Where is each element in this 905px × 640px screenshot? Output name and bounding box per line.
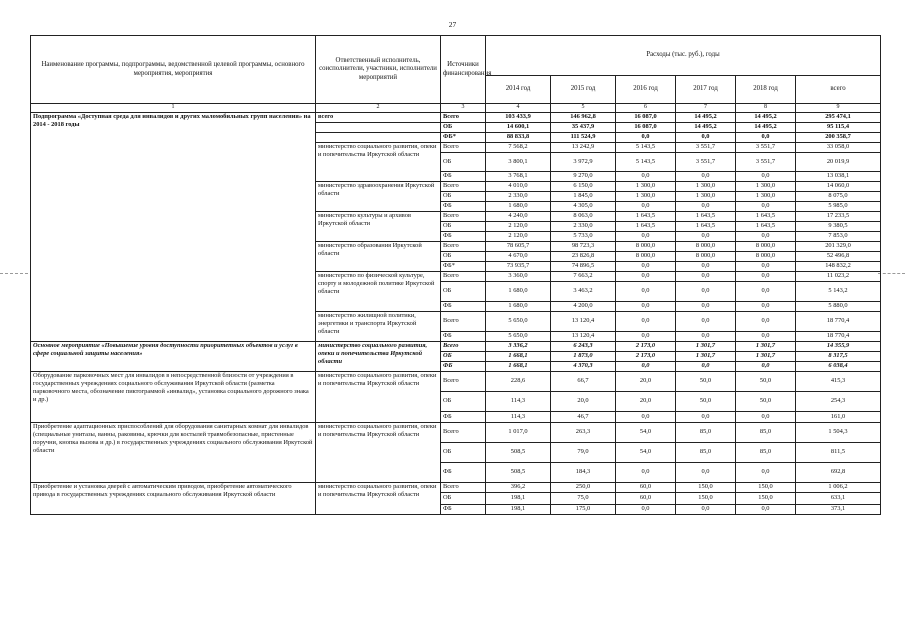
value-cell: 148 832,2 [796, 261, 881, 271]
value-cell: 8 000,0 [676, 241, 736, 251]
value-cell: 6 038,4 [796, 361, 881, 371]
source-cell: Всего [441, 181, 486, 191]
source-cell: Всего [441, 422, 486, 442]
value-cell: 0,0 [616, 261, 676, 271]
value-cell: 13 038,1 [796, 171, 881, 181]
value-cell: 161,0 [796, 411, 881, 422]
value-cell: 1 643,5 [676, 221, 736, 231]
header-year: 2016 год [616, 76, 676, 104]
value-cell: 14 355,9 [796, 341, 881, 351]
executor-cell: министерство социального развития, опеки и попечительства Иркутской области [316, 371, 441, 422]
value-cell: 1 301,7 [736, 351, 796, 361]
source-cell: ФБ [441, 411, 486, 422]
value-cell: 1 845,0 [551, 191, 616, 201]
executor-cell: министерство образования Иркутской области [316, 241, 441, 271]
value-cell: 9 380,5 [796, 221, 881, 231]
value-cell: 0,0 [736, 504, 796, 514]
value-cell: 0,0 [676, 281, 736, 301]
value-cell: 1 504,3 [796, 422, 881, 442]
value-cell: 114,3 [486, 411, 551, 422]
value-cell: 1 643,5 [616, 211, 676, 221]
value-cell: 1 680,0 [486, 281, 551, 301]
column-number: 9 [796, 104, 881, 113]
value-cell: 46,7 [551, 411, 616, 422]
value-cell: 1 643,5 [616, 221, 676, 231]
value-cell: 0,0 [676, 311, 736, 331]
value-cell: 88 833,8 [486, 132, 551, 142]
value-cell: 0,0 [616, 504, 676, 514]
value-cell: 3 336,2 [486, 341, 551, 351]
page-number: 27 [448, 20, 457, 29]
source-cell: ФБ [441, 361, 486, 371]
value-cell: 0,0 [616, 331, 676, 341]
source-cell: ОБ [441, 191, 486, 201]
value-cell: 198,1 [486, 504, 551, 514]
value-cell: 5 650,0 [486, 311, 551, 331]
column-number: 7 [676, 104, 736, 113]
value-cell: 103 433,9 [486, 112, 551, 122]
value-cell: 4 240,0 [486, 211, 551, 221]
value-cell: 2 330,0 [486, 191, 551, 201]
value-cell: 1 300,0 [676, 181, 736, 191]
value-cell: 14 600,1 [486, 122, 551, 132]
value-cell: 0,0 [736, 171, 796, 181]
header-expenses: Расходы (тыс. руб.), годы [486, 36, 881, 76]
program-name-cell: Основное мероприятие «Повышение уровня доступности приоритетных объектов и услуг в сфере социальной защиты населения» [31, 341, 316, 371]
value-cell: 2 173,0 [616, 341, 676, 351]
value-cell: 0,0 [736, 411, 796, 422]
value-cell: 150,0 [736, 482, 796, 492]
value-cell: 184,3 [551, 462, 616, 482]
value-cell: 0,0 [676, 132, 736, 142]
value-cell: 146 962,8 [551, 112, 616, 122]
executor-cell: министерство жилищной политики, энергетики и транспорта Иркутской области [316, 311, 441, 341]
value-cell: 0,0 [736, 311, 796, 331]
value-cell: 98 723,3 [551, 241, 616, 251]
value-cell: 8 000,0 [676, 251, 736, 261]
value-cell: 0,0 [616, 201, 676, 211]
table-row [31, 422, 881, 442]
value-cell: 52 496,8 [796, 251, 881, 261]
value-cell: 114,3 [486, 391, 551, 411]
value-cell: 1 300,0 [616, 181, 676, 191]
value-cell: 3 768,1 [486, 171, 551, 181]
value-cell: 8 063,0 [551, 211, 616, 221]
column-number: 4 [486, 104, 551, 113]
value-cell: 175,0 [551, 504, 616, 514]
value-cell: 150,0 [676, 482, 736, 492]
value-cell: 16 087,0 [616, 112, 676, 122]
column-number: 3 [441, 104, 486, 113]
value-cell: 14 495,2 [736, 112, 796, 122]
value-cell: 60,0 [616, 492, 676, 504]
value-cell: 0,0 [736, 281, 796, 301]
value-cell: 8 000,0 [736, 241, 796, 251]
table-row [31, 371, 881, 391]
value-cell: 3 551,7 [676, 152, 736, 171]
value-cell: 7 568,2 [486, 142, 551, 152]
value-cell: 0,0 [676, 201, 736, 211]
value-cell: 6 150,0 [551, 181, 616, 191]
budget-table [30, 35, 881, 515]
column-number: 6 [616, 104, 676, 113]
source-cell: ОБ [441, 442, 486, 462]
value-cell: 8 000,0 [616, 251, 676, 261]
value-cell: 5 880,0 [796, 301, 881, 311]
value-cell: 5 985,0 [796, 201, 881, 211]
value-cell: 1 643,5 [676, 211, 736, 221]
source-cell: ФБ [441, 171, 486, 181]
header-year: всего [796, 76, 881, 104]
value-cell: 0,0 [676, 171, 736, 181]
value-cell: 50,0 [676, 391, 736, 411]
value-cell: 14 060,0 [796, 181, 881, 191]
value-cell: 8 317,5 [796, 351, 881, 361]
source-cell: ОБ [441, 492, 486, 504]
source-cell: Всего [441, 271, 486, 281]
value-cell: 33 058,0 [796, 142, 881, 152]
source-cell: ОБ [441, 351, 486, 361]
value-cell: 0,0 [736, 231, 796, 241]
value-cell: 3 800,1 [486, 152, 551, 171]
executor-cell [316, 132, 441, 142]
source-cell: Всего [441, 142, 486, 152]
value-cell: 6 243,3 [551, 341, 616, 351]
value-cell: 1 643,5 [736, 221, 796, 231]
column-number: 5 [551, 104, 616, 113]
value-cell: 0,0 [736, 361, 796, 371]
value-cell: 0,0 [676, 301, 736, 311]
value-cell: 85,0 [736, 422, 796, 442]
value-cell: 5 143,5 [616, 152, 676, 171]
value-cell: 3 551,7 [736, 142, 796, 152]
value-cell: 8 000,0 [736, 251, 796, 261]
source-cell: ОБ [441, 281, 486, 301]
executor-cell: министерство по физической культуре, спорту и молодежной политике Иркутской области [316, 271, 441, 311]
column-number: 1 [31, 104, 316, 113]
header-year: 2015 год [551, 76, 616, 104]
program-name-cell: Оборудование парковочных мест для инвалидов в непосредственной близости от учреждения в государственных учреждениях социального обслуживания Иркутской области (разметка парковочного места, обозначение пиктограммой «инвалид», установка социального дорожного знака и др.) [31, 371, 316, 422]
source-cell: ФБ* [441, 261, 486, 271]
value-cell: 1 300,0 [736, 191, 796, 201]
source-cell: Всего [441, 112, 486, 122]
value-cell: 0,0 [736, 301, 796, 311]
value-cell: 0,0 [676, 361, 736, 371]
value-cell: 3 360,0 [486, 271, 551, 281]
value-cell: 0,0 [616, 361, 676, 371]
value-cell: 415,3 [796, 371, 881, 391]
value-cell: 0,0 [616, 231, 676, 241]
source-cell: ОБ [441, 152, 486, 171]
value-cell: 23 826,8 [551, 251, 616, 261]
value-cell: 228,6 [486, 371, 551, 391]
source-cell: Всего [441, 241, 486, 251]
value-cell: 3 972,9 [551, 152, 616, 171]
value-cell: 0,0 [616, 411, 676, 422]
value-cell: 5 733,0 [551, 231, 616, 241]
value-cell: 20 019,9 [796, 152, 881, 171]
value-cell: 0,0 [736, 271, 796, 281]
value-cell: 1 643,5 [736, 211, 796, 221]
cut-line-left [0, 273, 28, 274]
value-cell: 254,3 [796, 391, 881, 411]
value-cell: 2 173,0 [616, 351, 676, 361]
value-cell: 0,0 [676, 271, 736, 281]
value-cell: 85,0 [736, 442, 796, 462]
value-cell: 78 605,7 [486, 241, 551, 251]
value-cell: 396,2 [486, 482, 551, 492]
source-cell: Всего [441, 211, 486, 221]
value-cell: 18 770,4 [796, 331, 881, 341]
value-cell: 0,0 [676, 504, 736, 514]
table-body [31, 112, 881, 514]
value-cell: 4 305,0 [551, 201, 616, 211]
value-cell: 1 680,0 [486, 201, 551, 211]
value-cell: 508,5 [486, 462, 551, 482]
value-cell: 3 551,7 [676, 142, 736, 152]
value-cell: 75,0 [551, 492, 616, 504]
value-cell: 3 551,7 [736, 152, 796, 171]
source-cell: ОБ [441, 391, 486, 411]
value-cell: 0,0 [676, 261, 736, 271]
value-cell: 14 495,2 [676, 112, 736, 122]
value-cell: 8 000,0 [616, 241, 676, 251]
table-row [31, 482, 881, 492]
value-cell: 200 358,7 [796, 132, 881, 142]
source-cell: ОБ [441, 221, 486, 231]
source-cell: ОБ [441, 251, 486, 261]
value-cell: 811,5 [796, 442, 881, 462]
executor-cell: министерство социального развития, опеки и попечительства Иркутской области [316, 482, 441, 514]
value-cell: 11 023,2 [796, 271, 881, 281]
header-source: Источники финансирования [441, 36, 486, 104]
value-cell: 4 010,0 [486, 181, 551, 191]
value-cell: 35 437,9 [551, 122, 616, 132]
executor-cell: министерство социального развития, опеки и попечительства Иркутской области [316, 142, 441, 181]
value-cell: 0,0 [676, 231, 736, 241]
program-name-cell: Приобретение адаптационных приспособлений для оборудования санитарных комнат для инвалидов (специальные унитазы, ванны, раковины, крючки для костылей травмобезопасные, пристенные поручни, кнопка вызова и др.) в государственных учреждениях социального обслуживания Иркутской области [31, 422, 316, 482]
value-cell: 508,5 [486, 442, 551, 462]
executor-cell: всего [316, 112, 441, 122]
value-cell: 0,0 [616, 301, 676, 311]
value-cell: 295 474,1 [796, 112, 881, 122]
value-cell: 0,0 [676, 331, 736, 341]
value-cell: 4 200,0 [551, 301, 616, 311]
source-cell: ФБ [441, 201, 486, 211]
value-cell: 633,1 [796, 492, 881, 504]
value-cell: 17 233,5 [796, 211, 881, 221]
value-cell: 1 668,1 [486, 361, 551, 371]
executor-cell [316, 122, 441, 132]
table-row [31, 112, 881, 122]
value-cell: 0,0 [736, 261, 796, 271]
value-cell: 16 087,0 [616, 122, 676, 132]
value-cell: 1 300,0 [616, 191, 676, 201]
header-year: 2017 год [676, 76, 736, 104]
value-cell: 20,0 [616, 391, 676, 411]
value-cell: 13 120,4 [551, 311, 616, 331]
value-cell: 79,0 [551, 442, 616, 462]
program-name-cell: Подпрограмма «Доступная среда для инвалидов и других маломобильных групп населения» на 2014 - 2018 годы [31, 112, 316, 341]
column-number: 8 [736, 104, 796, 113]
value-cell: 692,8 [796, 462, 881, 482]
header-year: 2018 год [736, 76, 796, 104]
value-cell: 2 120,0 [486, 221, 551, 231]
value-cell: 373,1 [796, 504, 881, 514]
executor-cell: министерство социального развития, опеки и попечительства Иркутской области [316, 341, 441, 371]
source-cell: Всего [441, 341, 486, 351]
value-cell: 1 301,7 [676, 341, 736, 351]
executor-cell: министерство здравоохранения Иркутской области [316, 181, 441, 211]
value-cell: 54,0 [616, 442, 676, 462]
source-cell: ФБ [441, 331, 486, 341]
value-cell: 5 143,2 [796, 281, 881, 301]
value-cell: 1 300,0 [736, 181, 796, 191]
value-cell: 1 301,7 [676, 351, 736, 361]
value-cell: 4 670,0 [486, 251, 551, 261]
value-cell: 150,0 [676, 492, 736, 504]
source-cell: Всего [441, 371, 486, 391]
value-cell: 73 935,7 [486, 261, 551, 271]
source-cell: ОБ [441, 122, 486, 132]
value-cell: 0,0 [616, 271, 676, 281]
executor-cell: министерство культуры и архивов Иркутской области [316, 211, 441, 241]
value-cell: 0,0 [616, 132, 676, 142]
value-cell: 9 270,0 [551, 171, 616, 181]
value-cell: 0,0 [736, 132, 796, 142]
value-cell: 95 115,4 [796, 122, 881, 132]
value-cell: 1 006,2 [796, 482, 881, 492]
value-cell: 1 680,0 [486, 301, 551, 311]
value-cell: 5 650,0 [486, 331, 551, 341]
value-cell: 1 300,0 [676, 191, 736, 201]
value-cell: 14 495,2 [676, 122, 736, 132]
source-cell: ФБ* [441, 132, 486, 142]
program-name-cell: Приобретение и установка дверей с автоматическим приводом, приобретение автоматического привода в государственных учреждениях социального обслуживания Иркутской области [31, 482, 316, 514]
header-name: Наименование программы, подпрограммы, ведомственной целевой программы, основного мероприятия, мероприятия [31, 36, 316, 104]
value-cell: 8 075,0 [796, 191, 881, 201]
header-year: 2014 год [486, 76, 551, 104]
value-cell: 1 873,0 [551, 351, 616, 361]
value-cell: 66,7 [551, 371, 616, 391]
value-cell: 85,0 [676, 422, 736, 442]
source-cell: ФБ [441, 504, 486, 514]
value-cell: 263,3 [551, 422, 616, 442]
value-cell: 5 143,5 [616, 142, 676, 152]
value-cell: 0,0 [736, 331, 796, 341]
value-cell: 20,0 [616, 371, 676, 391]
value-cell: 1 301,7 [736, 341, 796, 351]
executor-cell: министерство социального развития, опеки и попечительства Иркутской области [316, 422, 441, 482]
value-cell: 111 524,9 [551, 132, 616, 142]
value-cell: 7 663,2 [551, 271, 616, 281]
value-cell: 1 017,0 [486, 422, 551, 442]
value-cell: 0,0 [616, 311, 676, 331]
value-cell: 7 853,0 [796, 231, 881, 241]
value-cell: 0,0 [616, 171, 676, 181]
value-cell: 0,0 [736, 462, 796, 482]
value-cell: 0,0 [676, 462, 736, 482]
table-row [31, 341, 881, 351]
value-cell: 50,0 [736, 371, 796, 391]
source-cell: ФБ [441, 301, 486, 311]
value-cell: 4 370,3 [551, 361, 616, 371]
value-cell: 150,0 [736, 492, 796, 504]
value-cell: 18 770,4 [796, 311, 881, 331]
value-cell: 14 495,2 [736, 122, 796, 132]
value-cell: 85,0 [676, 442, 736, 462]
header-executor: Ответственный исполнитель, соисполнители, участники, исполнители мероприятий [316, 36, 441, 104]
value-cell: 0,0 [616, 462, 676, 482]
value-cell: 2 330,0 [551, 221, 616, 231]
value-cell: 60,0 [616, 482, 676, 492]
value-cell: 250,0 [551, 482, 616, 492]
value-cell: 13 120,4 [551, 331, 616, 341]
value-cell: 50,0 [736, 391, 796, 411]
value-cell: 74 896,5 [551, 261, 616, 271]
value-cell: 3 463,2 [551, 281, 616, 301]
value-cell: 20,0 [551, 391, 616, 411]
value-cell: 1 668,1 [486, 351, 551, 361]
value-cell: 201 329,0 [796, 241, 881, 251]
source-cell: Всего [441, 311, 486, 331]
column-number: 2 [316, 104, 441, 113]
value-cell: 0,0 [616, 281, 676, 301]
value-cell: 198,1 [486, 492, 551, 504]
value-cell: 0,0 [676, 411, 736, 422]
source-cell: ФБ [441, 231, 486, 241]
source-cell: ФБ [441, 462, 486, 482]
cut-line-right [878, 273, 905, 274]
value-cell: 2 120,0 [486, 231, 551, 241]
value-cell: 13 242,9 [551, 142, 616, 152]
value-cell: 0,0 [736, 201, 796, 211]
source-cell: Всего [441, 482, 486, 492]
value-cell: 50,0 [676, 371, 736, 391]
value-cell: 54,0 [616, 422, 676, 442]
